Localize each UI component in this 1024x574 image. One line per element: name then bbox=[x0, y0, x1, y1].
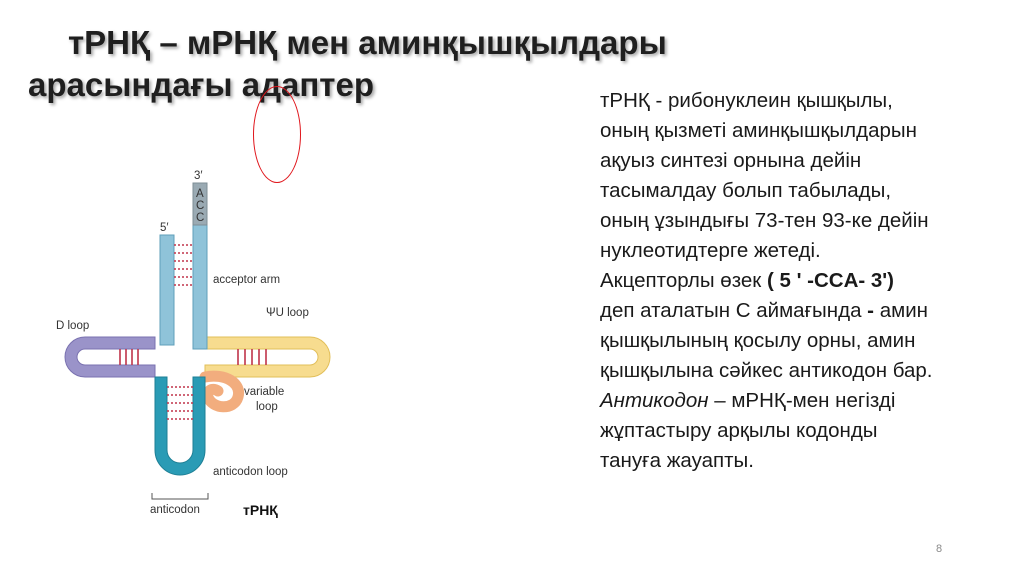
acceptor-prefix: Акцепторлы өзек bbox=[600, 269, 767, 292]
label-variable-loop-2: loop bbox=[256, 401, 278, 413]
anticodon-term: Антикодон bbox=[600, 389, 709, 412]
line8b: амин bbox=[874, 299, 928, 322]
t-arm-base-pairs bbox=[238, 349, 266, 365]
bold-dash: - bbox=[867, 299, 874, 322]
title-line-2: арасындағы адаптер bbox=[28, 66, 374, 103]
label-acceptor-arm: acceptor arm bbox=[213, 274, 281, 286]
anticodon-bracket bbox=[152, 493, 208, 499]
t-arm bbox=[205, 337, 330, 377]
body-line: қышқылының қосылу орны, амин bbox=[600, 329, 916, 352]
body-line: тРНҚ - рибонуклеин қышқылы, bbox=[600, 89, 893, 112]
acceptor-3prime-strand bbox=[193, 223, 207, 349]
body-line: нуклеотидтерге жетеді. bbox=[600, 239, 821, 262]
d-arm bbox=[65, 337, 155, 377]
anticodon-arm bbox=[155, 377, 205, 475]
label-a: A bbox=[196, 188, 204, 200]
body-line: қышқылына сәйкес антикодон бар. bbox=[600, 359, 933, 382]
body-line bbox=[600, 296, 1010, 326]
trna-diagram bbox=[30, 165, 350, 525]
variable-loop bbox=[205, 376, 239, 407]
anticodon-rest: – мРНҚ-мен негізді bbox=[708, 389, 896, 412]
body-line: тануға жауапты. bbox=[600, 449, 754, 472]
label-c2: C bbox=[196, 212, 205, 224]
d-arm-base-pairs bbox=[120, 349, 138, 365]
diagram-caption: тРНҚ bbox=[243, 502, 278, 518]
body-line: ақуыз синтезі орнына дейін bbox=[600, 149, 862, 172]
body-text bbox=[600, 86, 1010, 476]
body-line: оның ұзындығы 73-тен 93-ке дейін bbox=[600, 209, 929, 232]
label-variable-loop-1: variable bbox=[244, 386, 285, 398]
body-line: жұптастыру арқылы кодонды bbox=[600, 419, 878, 442]
cca-sequence: ( 5 ' -CCA- 3') bbox=[766, 269, 895, 292]
anticodon-line bbox=[600, 386, 1010, 416]
page-number: 8 bbox=[936, 543, 943, 555]
body-line: тасымалдау болып табылады, bbox=[600, 179, 892, 202]
label-anticodon-loop: anticodon loop bbox=[213, 466, 288, 478]
acceptor-base-pairs bbox=[174, 245, 193, 285]
body-line: оның қызметі аминқышқылдарын bbox=[600, 119, 917, 142]
line8a: деп аталатын С аймағында bbox=[600, 299, 868, 322]
label-5prime: 5′ bbox=[160, 222, 169, 234]
label-3prime: 3′ bbox=[194, 170, 203, 182]
label-d-loop: D loop bbox=[56, 320, 90, 332]
acceptor-5prime-strand bbox=[160, 235, 174, 345]
anticodon-base-pairs bbox=[167, 387, 193, 419]
label-psi-u-loop: ΨU loop bbox=[266, 307, 309, 319]
label-anticodon: anticodon bbox=[150, 504, 200, 516]
label-c1: C bbox=[196, 200, 205, 212]
acceptor-line bbox=[600, 266, 1010, 296]
title-line-1: тРНҚ – мРНҚ мен аминқышқылдары bbox=[68, 24, 667, 61]
